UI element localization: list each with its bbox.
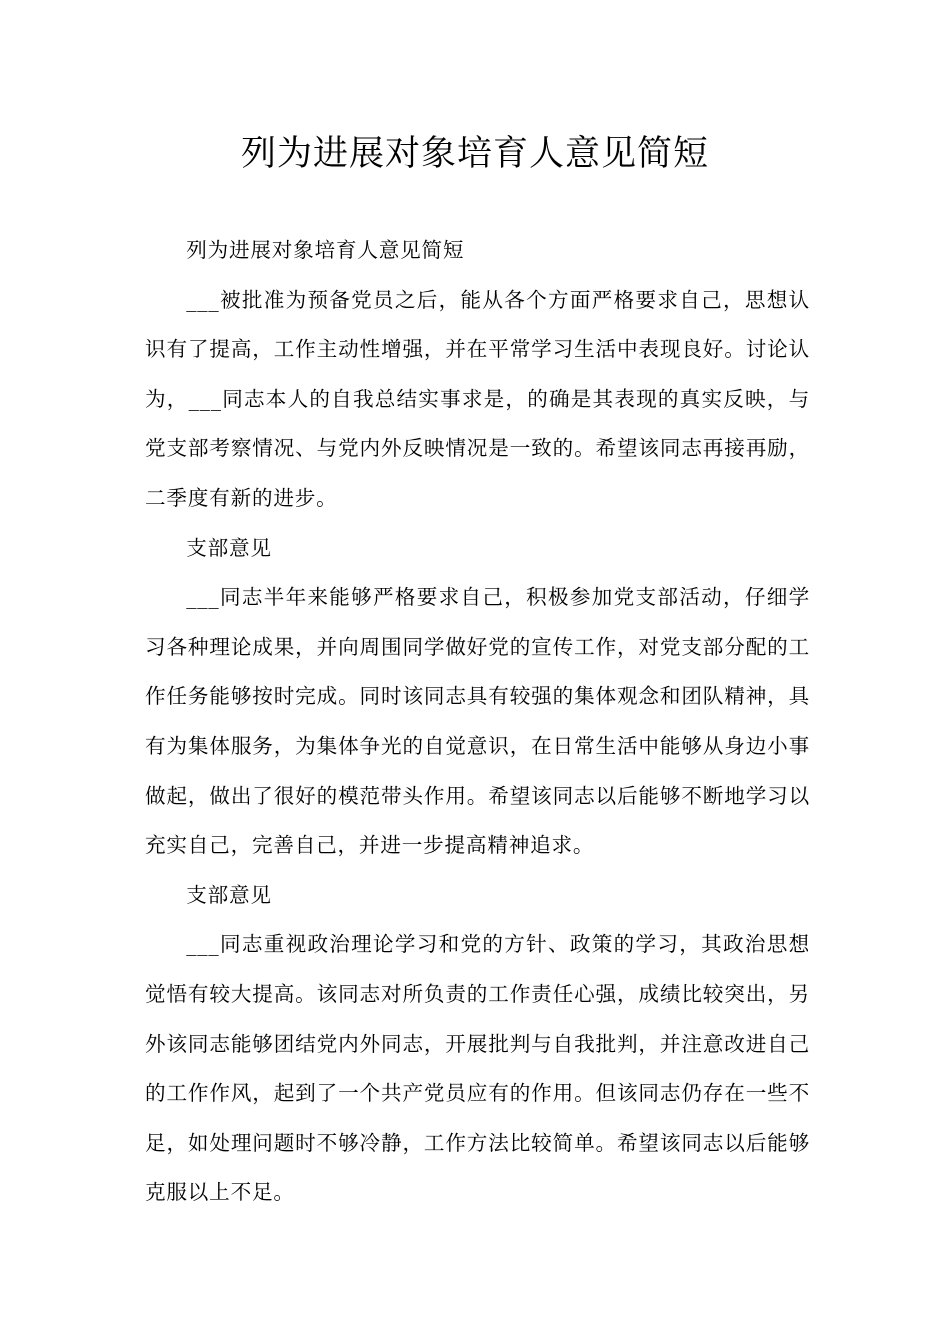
document-body	[145, 226, 810, 1218]
body-paragraph: ___被批准为预备党员之后，能从各个方面严格要求自己，思想认识有了提高，工作主动性增强，并在平常学习生活中表现良好。讨论认为，___同志本人的自我总结实事求是，的确是其表现的真实反映，与党支部考察情况、与党内外反映情况是一致的。希望该同志再接再励，二季度有新的进步。	[145, 287, 810, 510]
body-paragraph: ___同志重视政治理论学习和党的方针、政策的学习，其政治思想觉悟有较大提高。该同志对所负责的工作责任心强，成绩比较突出，另外该同志能够团结党内外同志，开展批判与自我批判，并注意改进自己的工作作风，起到了一个共产党员应有的作用。但该同志仍存在一些不足，如处理问题时不够冷静，工作方法比较简单。希望该同志以后能够克服以上不足。	[145, 932, 810, 1205]
subtitle-paragraph: 列为进展对象培育人意见简短	[186, 238, 465, 262]
section-heading: 支部意见	[186, 882, 272, 907]
body-paragraph: ___同志半年来能够严格要求自己，积极参加党支部活动，仔细学习各种理论成果，并向周围同学做好党的宣传工作，对党支部分配的工作任务能够按时完成。同时该同志具有较强的集体观念和团队精神，具有为集体服务，为集体争光的自觉意识，在日常生活中能够从身边小事做起，做出了很好的模范带头作用。希望该同志以后能够不断地学习以充实自己，完善自己，并进一步提高精神追求。	[145, 585, 810, 858]
section-heading: 支部意见	[186, 535, 272, 560]
document-title: 列为进展对象培育人意见简短	[240, 134, 709, 174]
